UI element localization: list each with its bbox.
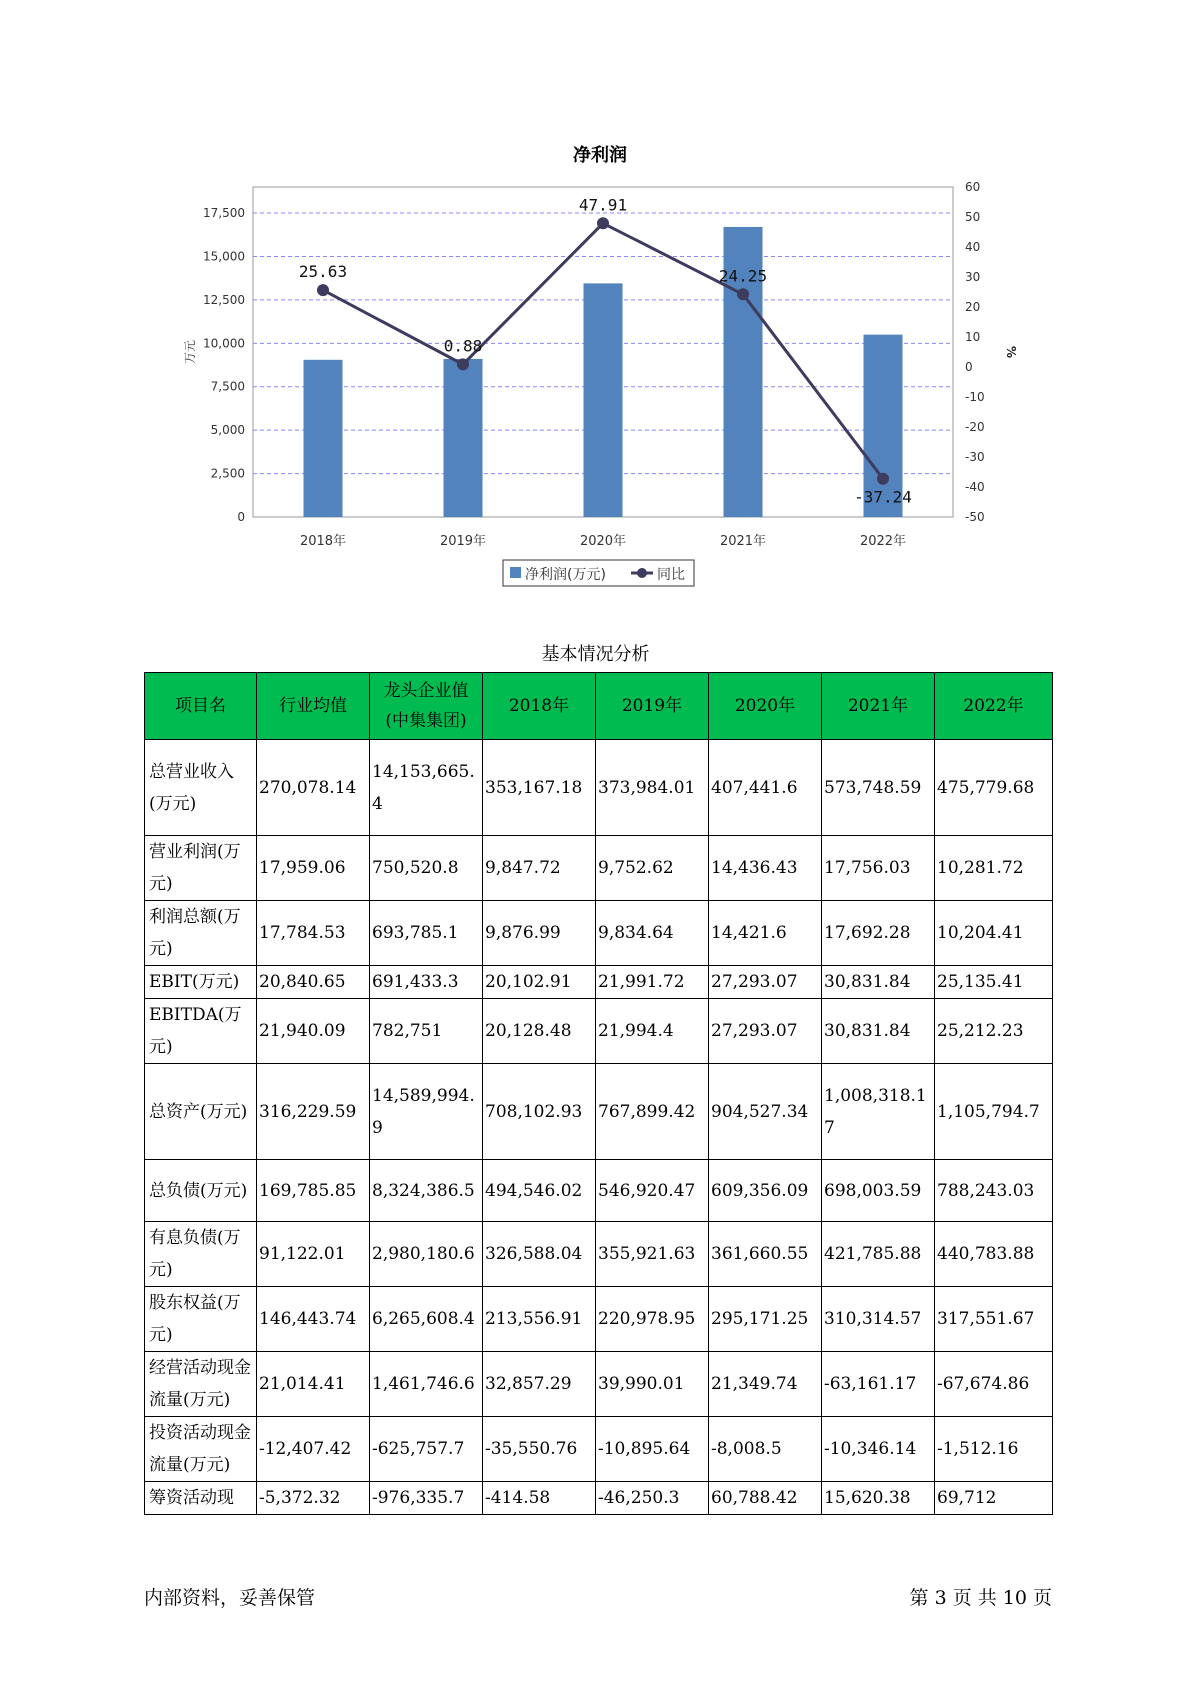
table-cell: 30,831.84 bbox=[822, 999, 935, 1064]
table-cell: 9,847.72 bbox=[483, 836, 596, 901]
table-cell: 21,940.09 bbox=[257, 999, 370, 1064]
table-cell: 355,921.63 bbox=[596, 1222, 709, 1287]
table-cell: 708,102.93 bbox=[483, 1064, 596, 1160]
table-cell: 220,978.95 bbox=[596, 1287, 709, 1352]
y2-tick-label: 20 bbox=[965, 300, 981, 314]
data-label: 0.88 bbox=[443, 336, 483, 356]
table-cell: 14,589,994.9 bbox=[370, 1064, 483, 1160]
table-cell: 32,857.29 bbox=[483, 1352, 596, 1417]
y-tick-label: 0 bbox=[237, 510, 245, 524]
y2-tick-label: -30 bbox=[965, 450, 985, 464]
row-label-cell: 有息负债(万元) bbox=[145, 1222, 257, 1287]
table-cell: 25,135.41 bbox=[935, 966, 1053, 999]
table-title: 基本情况分析 bbox=[541, 644, 650, 665]
table-cell: 1,008,318.17 bbox=[822, 1064, 935, 1160]
table-cell: 295,171.25 bbox=[709, 1287, 822, 1352]
y-tick-label: 12,500 bbox=[203, 292, 245, 307]
col-header-2020: 2020年 bbox=[709, 673, 822, 740]
table-cell: 310,314.57 bbox=[822, 1287, 935, 1352]
table-cell: 39,990.01 bbox=[596, 1352, 709, 1417]
x-tick-label: 2019年 bbox=[439, 534, 487, 549]
table-cell: 27,293.07 bbox=[709, 999, 822, 1064]
y-tick-label: 2,500 bbox=[210, 466, 245, 481]
table-cell: 146,443.74 bbox=[257, 1287, 370, 1352]
row-label-cell: 营业利润(万元) bbox=[145, 836, 257, 901]
row-label-cell: EBIT(万元) bbox=[145, 966, 257, 999]
y2-tick-label: -40 bbox=[965, 480, 985, 494]
row-label-cell: 总负债(万元) bbox=[145, 1160, 257, 1222]
table-cell: 21,349.74 bbox=[709, 1352, 822, 1417]
y2-tick-label: 50 bbox=[965, 210, 981, 224]
y2-tick-label: 60 bbox=[965, 180, 981, 194]
table-cell: -35,550.76 bbox=[483, 1417, 596, 1482]
table-cell: 1,461,746.6 bbox=[370, 1352, 483, 1417]
yoy-point bbox=[877, 473, 889, 485]
table-cell: 17,784.53 bbox=[257, 901, 370, 966]
table-cell: 17,959.06 bbox=[257, 836, 370, 901]
table-cell: 213,556.91 bbox=[483, 1287, 596, 1352]
table-cell: 9,876.99 bbox=[483, 901, 596, 966]
legend-label-net-profit: 净利润(万元) bbox=[525, 567, 606, 583]
table-cell: 693,785.1 bbox=[370, 901, 483, 966]
table-cell: -976,335.7 bbox=[370, 1482, 483, 1515]
chart-legend bbox=[503, 560, 694, 586]
table-cell: 317,551.67 bbox=[935, 1287, 1053, 1352]
table-cell: -46,250.3 bbox=[596, 1482, 709, 1515]
table-cell: 6,265,608.4 bbox=[370, 1287, 483, 1352]
table-cell: 9,752.62 bbox=[596, 836, 709, 901]
bar bbox=[444, 359, 483, 517]
table-cell: 30,831.84 bbox=[822, 966, 935, 999]
y-tick-label: 15,000 bbox=[203, 249, 245, 264]
table-cell: 20,128.48 bbox=[483, 999, 596, 1064]
table-cell: 27,293.07 bbox=[709, 966, 822, 999]
table-row bbox=[145, 901, 1053, 966]
table-cell: 788,243.03 bbox=[935, 1160, 1053, 1222]
yoy-point bbox=[457, 358, 469, 370]
y2-tick-label: 10 bbox=[965, 330, 981, 344]
table-cell: 8,324,386.5 bbox=[370, 1160, 483, 1222]
table-cell: 21,991.72 bbox=[596, 966, 709, 999]
table-cell: 546,920.47 bbox=[596, 1160, 709, 1222]
table-cell: 20,102.91 bbox=[483, 966, 596, 999]
table-cell: -63,161.17 bbox=[822, 1352, 935, 1417]
chart-title: 净利润 bbox=[573, 145, 627, 166]
col-header-industry-avg: 行业均值 bbox=[257, 673, 370, 740]
bar bbox=[304, 360, 343, 517]
table-cell: -10,346.14 bbox=[822, 1417, 935, 1482]
table-cell: 904,527.34 bbox=[709, 1064, 822, 1160]
table-row bbox=[145, 740, 1053, 836]
row-label-cell: 筹资活动现 bbox=[145, 1482, 257, 1515]
col-header-2019: 2019年 bbox=[596, 673, 709, 740]
table-cell: 494,546.02 bbox=[483, 1160, 596, 1222]
table-cell: 91,122.01 bbox=[257, 1222, 370, 1287]
table-row bbox=[145, 999, 1053, 1064]
table-cell: 407,441.6 bbox=[709, 740, 822, 836]
table-row bbox=[145, 1417, 1053, 1482]
legend-label-yoy: 同比 bbox=[657, 567, 685, 583]
table-cell: 373,984.01 bbox=[596, 740, 709, 836]
table-row bbox=[145, 966, 1053, 999]
y2-tick-label: 0 bbox=[965, 360, 973, 374]
yoy-point bbox=[597, 217, 609, 229]
row-label-cell: 利润总额(万元) bbox=[145, 901, 257, 966]
table-cell: 21,994.4 bbox=[596, 999, 709, 1064]
table-cell: 60,788.42 bbox=[709, 1482, 822, 1515]
table-cell: 25,212.23 bbox=[935, 999, 1053, 1064]
table-cell: 15,620.38 bbox=[822, 1482, 935, 1515]
x-tick-label: 2022年 bbox=[859, 534, 907, 549]
data-label: 47.91 bbox=[578, 195, 628, 215]
table-cell: 767,899.42 bbox=[596, 1064, 709, 1160]
table-cell: -67,674.86 bbox=[935, 1352, 1053, 1417]
table-cell: 14,421.6 bbox=[709, 901, 822, 966]
footer-confidential-note: 内部资料，妥善保管 bbox=[144, 1587, 316, 1609]
table-cell: -12,407.42 bbox=[257, 1417, 370, 1482]
y2-tick-label: -50 bbox=[965, 510, 985, 524]
table-cell: 353,167.18 bbox=[483, 740, 596, 836]
table-cell: -5,372.32 bbox=[257, 1482, 370, 1515]
y-tick-label: 7,500 bbox=[210, 379, 245, 394]
table-row bbox=[145, 1160, 1053, 1222]
table-cell: 361,660.55 bbox=[709, 1222, 822, 1287]
col-header-2022: 2022年 bbox=[935, 673, 1053, 740]
table-cell: 573,748.59 bbox=[822, 740, 935, 836]
y-tick-label: 10,000 bbox=[203, 336, 245, 351]
y-tick-label: 17,500 bbox=[203, 206, 245, 221]
table-row bbox=[145, 1287, 1053, 1352]
row-label-cell: 经营活动现金流量(万元) bbox=[145, 1352, 257, 1417]
table-cell: 169,785.85 bbox=[257, 1160, 370, 1222]
table-cell: -414.58 bbox=[483, 1482, 596, 1515]
x-tick-label: 2018年 bbox=[299, 534, 347, 549]
table-cell: 1,105,794.7 bbox=[935, 1064, 1053, 1160]
yoy-point bbox=[737, 288, 749, 300]
table-cell: 21,014.41 bbox=[257, 1352, 370, 1417]
table-row bbox=[145, 1482, 1053, 1515]
col-header-leader: 龙头企业值(中集集团) bbox=[370, 673, 483, 740]
table-cell: 609,356.09 bbox=[709, 1160, 822, 1222]
table-cell: 10,281.72 bbox=[935, 836, 1053, 901]
x-tick-label: 2020年 bbox=[579, 534, 627, 549]
y2-tick-label: 30 bbox=[965, 270, 981, 284]
table-cell: 440,783.88 bbox=[935, 1222, 1053, 1287]
row-label-cell: 投资活动现金流量(万元) bbox=[145, 1417, 257, 1482]
yoy-point bbox=[317, 284, 329, 296]
table-cell: 421,785.88 bbox=[822, 1222, 935, 1287]
table-cell: 326,588.04 bbox=[483, 1222, 596, 1287]
table-cell: 10,204.41 bbox=[935, 901, 1053, 966]
table-cell: 698,003.59 bbox=[822, 1160, 935, 1222]
y2-tick-label: 40 bbox=[965, 240, 981, 254]
table-row bbox=[145, 1222, 1053, 1287]
table-cell: -8,008.5 bbox=[709, 1417, 822, 1482]
col-header-2018: 2018年 bbox=[483, 673, 596, 740]
table-cell: 17,692.28 bbox=[822, 901, 935, 966]
table-cell: 475,779.68 bbox=[935, 740, 1053, 836]
table-cell: 750,520.8 bbox=[370, 836, 483, 901]
x-tick-label: 2021年 bbox=[719, 534, 767, 549]
y-axis-title: 万元 bbox=[183, 339, 197, 365]
table-cell: 14,153,665.4 bbox=[370, 740, 483, 836]
table-cell: -625,757.7 bbox=[370, 1417, 483, 1482]
col-header-2021: 2021年 bbox=[822, 673, 935, 740]
data-label: 25.63 bbox=[298, 262, 348, 282]
table-cell: 2,980,180.6 bbox=[370, 1222, 483, 1287]
table-cell: 270,078.14 bbox=[257, 740, 370, 836]
legend-bar-swatch bbox=[510, 567, 521, 578]
table-row bbox=[145, 1352, 1053, 1417]
y2-tick-label: -20 bbox=[965, 420, 985, 434]
row-label-cell: 总营业收入(万元) bbox=[145, 740, 257, 836]
footer-page-number: 第 3 页 共 10 页 bbox=[909, 1587, 1052, 1609]
bar bbox=[584, 283, 623, 517]
data-label: -37.24 bbox=[854, 487, 912, 507]
table-cell: 691,433.3 bbox=[370, 966, 483, 999]
table-cell: 20,840.65 bbox=[257, 966, 370, 999]
legend-line-marker bbox=[637, 568, 647, 578]
y2-tick-label: -10 bbox=[965, 390, 985, 404]
table-cell: 14,436.43 bbox=[709, 836, 822, 901]
col-header-item: 项目名 bbox=[145, 673, 257, 740]
table-cell: -10,895.64 bbox=[596, 1417, 709, 1482]
y-tick-label: 5,000 bbox=[210, 423, 245, 438]
basic-analysis-table bbox=[144, 672, 1053, 1515]
table-header-row bbox=[145, 673, 1053, 740]
table-row bbox=[145, 836, 1053, 901]
table-cell: 782,751 bbox=[370, 999, 483, 1064]
row-label-cell: 股东权益(万元) bbox=[145, 1287, 257, 1352]
table-cell: 9,834.64 bbox=[596, 901, 709, 966]
data-label: 24.25 bbox=[718, 266, 768, 286]
table-cell: 316,229.59 bbox=[257, 1064, 370, 1160]
table-cell: -1,512.16 bbox=[935, 1417, 1053, 1482]
table-cell: 69,712 bbox=[935, 1482, 1053, 1515]
table-cell: 17,756.03 bbox=[822, 836, 935, 901]
table-body bbox=[145, 740, 1053, 1515]
y2-axis-title: % bbox=[1004, 345, 1018, 359]
table-row bbox=[145, 1064, 1053, 1160]
net-profit-chart bbox=[0, 0, 1191, 600]
row-label-cell: 总资产(万元) bbox=[145, 1064, 257, 1160]
row-label-cell: EBITDA(万元) bbox=[145, 999, 257, 1064]
